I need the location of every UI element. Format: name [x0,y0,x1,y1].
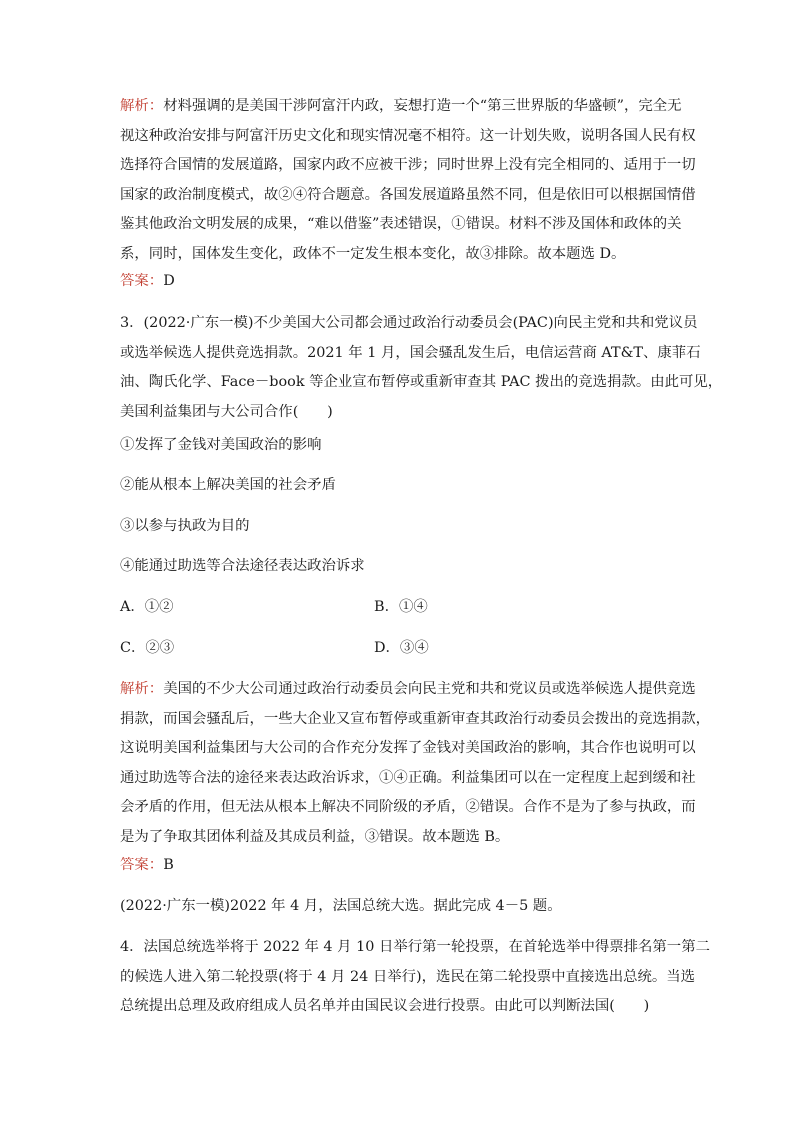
question-line: 的候选人进入第二轮投票(将于 4 月 24 日举行)，选民在第二轮投票中直接选出总统。当选 [120,968,696,985]
question-line: 油、陶氏化学、Face－book 等企业宣布暂停或重新审查其 PAC 拨出的竞选捐款。由此可见， [120,374,723,390]
question-4-stem [120,933,710,1022]
analysis-line: 捐款，而国会骚乱后，一些大企业又宣布暂停或重新审查其政治行动委员会拨出的竞选捐款， [120,710,711,727]
question-3-stem [120,309,723,427]
analysis-line: 系，同时，国体发生变化，政体不一定发生根本变化，故③排除。故本题选 D。 [120,245,626,262]
question-line: 美国利益集团与大公司合作( ) [120,403,333,420]
option-a: A．①② [120,599,174,615]
question-line: 或选举候选人提供竞选捐款。2021 年 1 月，国会骚乱发生后，电信运营商 AT&T、康菲石 [120,344,701,361]
question-line: 总统提出总理及政府组成人员名单并由国民议会进行投票。由此可以判断法国( ) [120,998,650,1014]
statement-2: ②能从根本上解决美国的社会矛盾 [120,477,336,493]
statement-4: ④能通过助选等合法途径表达政治诉求 [120,558,365,574]
analysis-line: 鉴其他政治文明发展的成果，“难以借鉴”表述错误，①错误。材料不涉及国体和政体的关 [120,216,682,232]
analysis-line: 这说明美国利益集团与大公司的合作充分发挥了金钱对美国政治的影响，其合作也说明可以 [120,740,696,756]
analysis-line: 国家的政治制度模式，故②④符合题意。各国发展道路虽然不同，但是依旧可以根据国情借 [120,186,696,203]
question-line: 3．(2022·广东一模)不少美国大公司都会通过政治行动委员会(PAC)向民主党和共和党议员 [120,315,698,331]
answer-q3 [120,851,680,881]
analysis-q2 [120,92,696,269]
option-d: D．③④ [374,640,429,656]
answer-value: D [163,273,175,289]
option-b: B．①④ [374,599,428,615]
answer-label: 答案： [120,857,164,873]
question-line: 4．法国总统选举将于 2022 年 4 月 10 日举行第一轮投票，在首轮选举中得票排名第一第二 [120,939,710,955]
group-intro: (2022·广东一模)2022 年 4 月，法国总统大选。据此完成 4－5 题。 [120,898,562,914]
analysis-line: 选择符合国情的发展道路，国家内政不应被干涉；同时世界上没有完全相同的、适用于一切 [120,157,696,173]
analysis-label: 解析： [120,681,164,697]
analysis-line: 解析：美国的不少大公司通过政治行动委员会向民主党和共和党议员或选举候选人提供竞选 [120,681,696,697]
answer-value: B [163,857,174,873]
analysis-line: 通过助选等合法的途径来表达政治诉求，①④正确。利益集团可以在一定程度上起到缓和社 [120,769,696,786]
analysis-line: 是为了争取其团体利益及其成员利益，③错误。故本题选 B。 [120,828,510,845]
answer-label: 答案： [120,273,164,289]
statement-3: ③以参与执政为目的 [120,518,250,534]
statement-1: ①发挥了金钱对美国政治的影响 [120,437,322,453]
analysis-line: 会矛盾的作用，但无法从根本上解决不同阶级的矛盾，②错误。合作不是为了参与执政，而 [120,799,696,815]
answer-q2 [120,267,680,297]
option-c: C．②③ [120,640,175,656]
analysis-q3 [120,675,711,852]
analysis-line: 视这种政治安排与阿富汗历史文化和现实情况毫不相符。这一计划失败，说明各国人民有权 [120,127,696,144]
analysis-line: 解析：材料强调的是美国干涉阿富汗内政，妄想打造一个“第三世界版的华盛顿”，完全无 [120,98,682,114]
analysis-label: 解析： [120,98,164,114]
